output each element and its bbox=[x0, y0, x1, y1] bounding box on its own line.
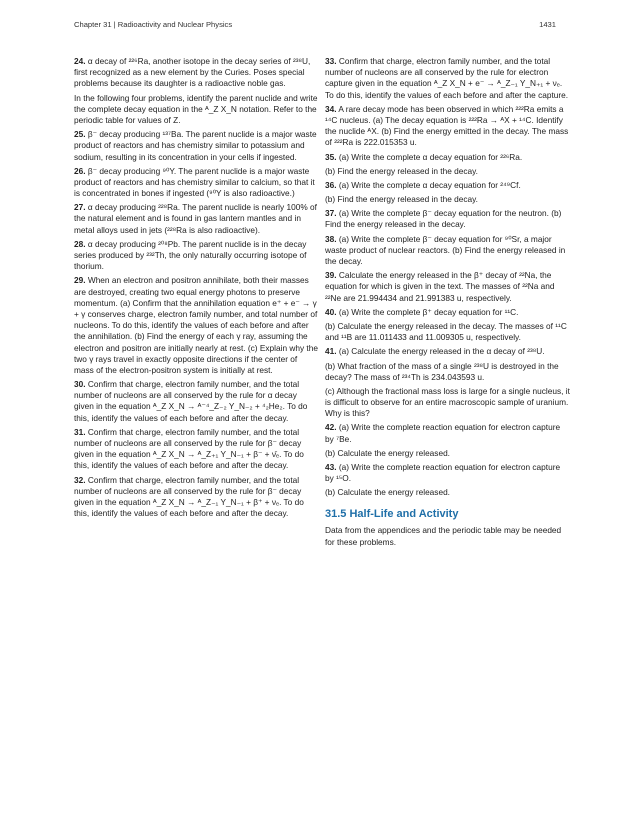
problem-text: (a) Write the complete β⁺ decay equation for ¹¹C. bbox=[338, 306, 519, 317]
problem-text: α decay of ²²⁶Ra, another isotope in the decay series of ²³⁸U, first recognized as a new element by the Curies. Poses special problems because its daughter is a radioactive noble gas. bbox=[74, 56, 311, 89]
problem-text: Confirm that charge, electron family number, and the total number of nucleons are all conserved by the rule for electron capture given in the equation ᴬ_Z X_N + e⁻ → ᴬ_Z₋₁ Y_N₊₁ + νₑ. To do this, identify the values of each before and after the capture. bbox=[325, 56, 569, 100]
problem-42b bbox=[325, 448, 570, 459]
section-intro: Data from the appendices and the periodic table may be needed for these problems. bbox=[325, 525, 562, 547]
problem-text: (b) What fraction of the mass of a single ²³⁸U is destroyed in the decay? The mass of ²³⁴Th is 234.043593 u. bbox=[325, 360, 559, 382]
problem-38 bbox=[325, 234, 570, 268]
problem-text: Confirm that charge, electron family number, and the total number of nucleons are all conserved by the rule for α decay given in the equation ᴬ_Z X_N → ᴬ⁻⁴_Z₋₂ Y_N₋₂ + ⁴₂He₂. To do this, identify the values of each before and after the decay. bbox=[74, 379, 308, 423]
problem-text: (a) Write the complete α decay equation for ²²⁶Ra. bbox=[338, 151, 523, 162]
problem-text: (a) Write the complete β⁻ decay equation for the neutron. (b) Find the energy released in the decay. bbox=[325, 208, 562, 230]
problem-text: (a) Write the complete β⁻ decay equation for ⁹⁰Sr, a major waste product of nuclear reactors. (b) Find the energy released in the decay. bbox=[325, 233, 566, 266]
problem-25 bbox=[74, 129, 319, 163]
problem-31 bbox=[74, 427, 319, 472]
page-number: 1431 bbox=[539, 20, 556, 29]
problem-39 bbox=[325, 270, 570, 304]
problem-number: 40. bbox=[325, 306, 337, 317]
problem-40b bbox=[325, 321, 570, 343]
problem-text: A rare decay mode has been observed in which ²²²Ra emits a ¹⁴C nucleus. (a) The decay equation is ²²²Ra → ᴬX + ¹⁴C. Identify the nuclide ᴬX. (b) Find the energy emitted in the decay. The mass of ²²²Ra is 222.015353 u. bbox=[325, 103, 569, 148]
problem-number: 35. bbox=[325, 151, 337, 162]
problem-33 bbox=[325, 56, 570, 101]
section-heading: 31.5 Half-Life and Activity bbox=[325, 507, 459, 520]
problem-24 bbox=[74, 56, 319, 90]
left-column bbox=[74, 56, 319, 522]
problem-number: 30. bbox=[74, 379, 86, 390]
problem-30 bbox=[74, 379, 319, 424]
problem-number: 24. bbox=[74, 56, 86, 66]
problem-37 bbox=[325, 208, 570, 230]
problem-number: 29. bbox=[74, 275, 86, 286]
problem-32 bbox=[74, 475, 319, 520]
problem-text: Confirm that charge, electron family number, and the total number of nucleons are all conserved by the rule for β⁻ decay given in the equation ᴬ_Z X_N → ᴬ_Z₋₁ Y_N₋₁ + β⁺ + νₑ. To do this, identify the values of each before and after the decay. bbox=[74, 474, 304, 519]
problem-36a bbox=[325, 180, 570, 191]
page-header bbox=[74, 20, 556, 34]
problem-number: 28. bbox=[74, 238, 86, 249]
problem-text: When an electron and positron annihilate, both their masses are destroyed, creating two equal energy photons to preserve momentum. (a) Confirm that the annihilation equation e⁺ + e⁻ → γ + γ conserves charge, electron family number, and total number of nucleons. To do this, identify the values of each before and after the annihilation. (b) Find the energy of each γ ray, assuming the electron and positron are initially nearly at rest. (c) Explain why the two γ rays travel in exactly opposite directions if the center of mass of the electron-positron system is initially at rest. bbox=[74, 275, 318, 375]
problem-34 bbox=[325, 104, 570, 149]
problem-27 bbox=[74, 202, 319, 236]
problem-number: 39. bbox=[325, 270, 337, 281]
problem-35b bbox=[325, 166, 570, 177]
right-column bbox=[325, 56, 570, 551]
problem-text: (b) Find the energy released in the decay. bbox=[325, 165, 478, 176]
problem-43a bbox=[325, 462, 570, 484]
problem-text: Calculate the energy released in the β⁺ decay of ²²Na, the equation for which is given in the text. The masses of ²²Na and ²²Ne are 21.994434 and 21.991383 u, respectively. bbox=[325, 270, 555, 303]
problem-text: (a) Calculate the energy released in the α decay of ²³⁸U. bbox=[338, 346, 545, 357]
problem-42a bbox=[325, 422, 570, 444]
problem-41a bbox=[325, 346, 570, 357]
problem-35a bbox=[325, 152, 570, 163]
problem-28 bbox=[74, 239, 319, 273]
chapter-title: Chapter 31 | Radioactivity and Nuclear Physics bbox=[74, 20, 233, 29]
problem-intro bbox=[74, 93, 319, 127]
problem-number: 43. bbox=[325, 462, 337, 472]
problem-29 bbox=[74, 275, 319, 376]
problem-text: (c) Although the fractional mass loss is large for a single nucleus, it is difficult to observe for an entire macroscopic sample of uranium. Why is this? bbox=[325, 385, 570, 419]
problem-text: (a) Write the complete α decay equation for ²⁴⁹Cf. bbox=[338, 179, 521, 190]
problem-text: β⁻ decay producing ⁹⁰Y. The parent nuclide is a major waste product of reactors and has chemistry similar to calcium, so that it is concentrated in bones if ingested (⁹⁰Y is also radioactive.) bbox=[74, 165, 315, 199]
problem-number: 32. bbox=[74, 474, 86, 485]
problem-26 bbox=[74, 166, 319, 200]
problem-text: In the following four problems, identify the parent nuclide and write the complete decay equation in the ᴬ_Z X_N notation. Refer to the periodic table for values of Z. bbox=[74, 92, 318, 125]
problem-text: (b) Calculate the energy released in the decay. The masses of ¹¹C and ¹¹B are 11.011433 and 11.009305 u, respectively. bbox=[325, 320, 567, 343]
problem-text: (a) Write the complete reaction equation for electron capture by ¹⁵O. bbox=[325, 462, 561, 484]
problem-text: Confirm that charge, electron family number, and the total number of nucleons are all conserved by the rule for β⁻ decay given in the equation ᴬ_Z X_N → ᴬ_Z₊₁ Y_N₋₁ + β⁻ + ν̄ₑ. To do this, identify the values of each before and after the decay. bbox=[74, 426, 304, 471]
problem-36b bbox=[325, 194, 570, 205]
problem-number: 36. bbox=[325, 179, 337, 190]
problem-number: 33. bbox=[325, 56, 337, 66]
problem-43b bbox=[325, 487, 570, 498]
problem-number: 41. bbox=[325, 346, 337, 357]
problem-number: 27. bbox=[74, 202, 86, 213]
problem-text: (b) Find the energy released in the decay. bbox=[325, 194, 478, 205]
problem-number: 38. bbox=[325, 233, 337, 244]
problem-40a bbox=[325, 307, 570, 318]
problem-number: 31. bbox=[74, 426, 86, 437]
problem-41c bbox=[325, 386, 570, 420]
problem-text: α decay producing ²²⁸Ra. The parent nuclide is nearly 100% of the natural element and is found in gas lantern mantles and in metal alloys used in jets (²²⁸Ra is also radioactive). bbox=[74, 202, 317, 235]
problem-number: 25. bbox=[74, 129, 86, 140]
problem-number: 42. bbox=[325, 422, 337, 433]
problem-number: 37. bbox=[325, 208, 337, 219]
problem-text: (b) Calculate the energy released. bbox=[325, 447, 450, 458]
problem-41b bbox=[325, 361, 570, 383]
problem-number: 34. bbox=[325, 103, 337, 114]
problem-number: 26. bbox=[74, 165, 86, 176]
problem-text: (a) Write the complete reaction equation for electron capture by ⁷Be. bbox=[325, 422, 561, 444]
problem-text: (b) Calculate the energy released. bbox=[325, 487, 450, 498]
problem-text: β⁻ decay producing ¹³⁷Ba. The parent nuclide is a major waste product of reactors and has chemistry similar to potassium and sodium, resulting in its concentration in your cells if ingested. bbox=[74, 129, 317, 162]
problem-text: α decay producing ²⁰⁸Pb. The parent nuclide is in the decay series produced by ²³²Th, the only naturally occurring isotope of thorium. bbox=[74, 238, 307, 272]
